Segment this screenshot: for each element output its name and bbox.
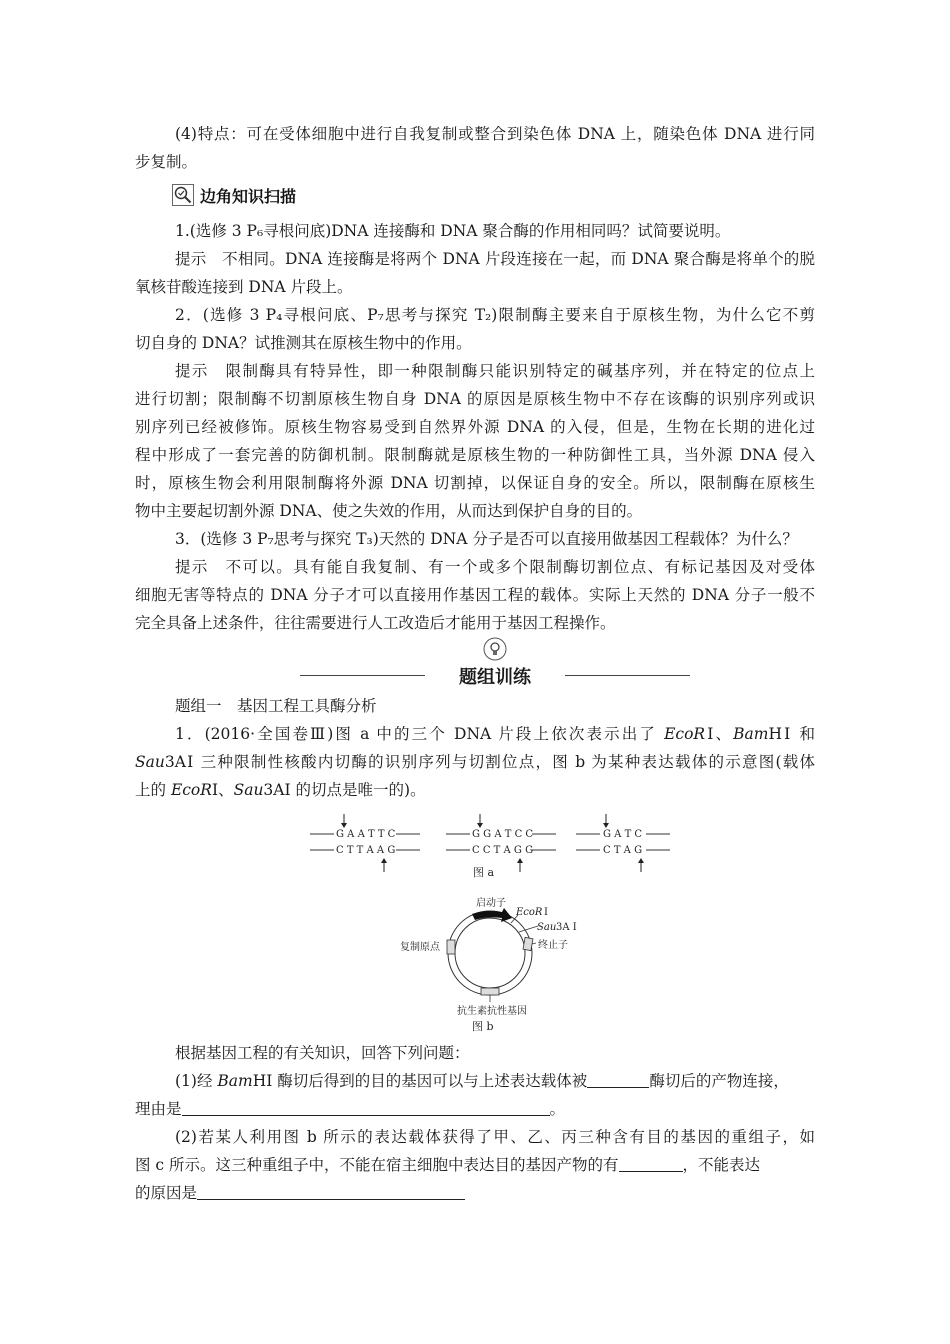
q3-question: 3．(选修 3 P₇思考与探究 T₃)天然的 DNA 分子是否可以直接用做基因工程载体？为什么？ <box>175 530 798 548</box>
sau-roman: 3AⅠ <box>164 753 195 771</box>
sau-name: Sau <box>233 781 264 799</box>
figure-b-caption: 图 b <box>472 1020 494 1033</box>
figure-ab <box>300 808 680 1038</box>
promoter-label: 启动子 <box>476 898 506 909</box>
answer-blank-1[interactable] <box>587 1072 649 1088</box>
sub1-text: 。 <box>549 1100 566 1118</box>
sub2-text: 图 c 所示。这三种重组子中，不能在宿主细胞中表达目的基因产物的有 <box>135 1156 619 1174</box>
seq1-top: G A A T T C <box>336 829 396 840</box>
q2-question-line-2: 切自身的 DNA？试推测其在原核生物中的作用。 <box>135 334 472 352</box>
bam-roman: HⅠ <box>768 725 793 743</box>
figure-a-fragment-3 <box>576 814 670 872</box>
training-header <box>300 635 690 691</box>
q2-question-line-1: 2．(选修 3 P₄寻根问底、P₇思考与探究 T₂)限制酶主要来自于原核生物，为什么它不剪 <box>175 306 815 324</box>
seq3-bottom: C T A G <box>603 845 643 856</box>
seq2-bottom: C C T A G G <box>472 845 534 856</box>
ecori-roman: Ⅰ <box>705 725 716 743</box>
sub2-line-3 <box>135 1183 815 1203</box>
group1-title: 题组一 基因工程工具酶分析 <box>175 697 377 715</box>
figure-a-fragment-2 <box>446 814 556 872</box>
origin-box <box>447 940 455 954</box>
training-rule-right <box>565 675 690 676</box>
sub2-line-1: (2)若某人利用图 b 所示的表达载体获得了甲、乙、丙三种含有目的基因的重组子，如 <box>175 1128 815 1146</box>
corner-section-title: 边角知识扫描 <box>200 186 297 206</box>
sub1-text: (1)经 <box>175 1072 218 1090</box>
answer-blank-3[interactable] <box>619 1156 683 1172</box>
and-text: 和 <box>792 725 815 743</box>
answer-blank-4[interactable] <box>197 1184 465 1200</box>
sub2-line-2 <box>135 1155 815 1175</box>
figure-a-caption: 图 a <box>473 866 495 879</box>
sub1-text: HⅠ 酶切后得到的目的基因可以与上述表达载体被 <box>252 1072 588 1090</box>
sub1-line-2 <box>135 1099 815 1119</box>
ecori-label: EcoR <box>516 907 543 918</box>
q1-answer-line-2: 氧核苷酸连接到 DNA 片段上。 <box>135 278 353 296</box>
ecori-label-roman: Ⅰ <box>544 907 548 918</box>
lead-text: 根据基因工程的有关知识，回答下列问题： <box>175 1044 470 1062</box>
q2-answer-line-4: 程中形成了一套完善的防御机制。限制酶就是原核生物的一种防御性工具，当外源 DNA 侵入 <box>135 446 815 464</box>
bam-name: Bam <box>733 725 769 743</box>
bam-name: Bam <box>217 1072 253 1090</box>
seq1-bottom: C T T A A G <box>336 845 396 856</box>
problem1-line-2 <box>135 752 815 772</box>
resistance-box <box>481 988 499 995</box>
sau-label: Sau <box>537 922 557 933</box>
sau-label-roman: 3A Ⅰ <box>556 922 577 933</box>
corner-section-header <box>172 183 296 207</box>
resistance-label: 抗生素抗性基因 <box>457 1006 527 1017</box>
q3-answer-line-1: 提示 不可以。具有能自我复制、有一个或多个限制酶切割位点、有标记基因及对受体 <box>175 558 815 576</box>
training-title: 题组训练 <box>459 667 531 688</box>
q2-answer-line-2: 进行切割；限制酶不切割原核生物自身 DNA 的原因是原核生物中不存在该酶的识别序列或识 <box>135 390 815 408</box>
problem1-text: 的切点是唯一的)。 <box>290 781 426 799</box>
separator: 、 <box>218 781 234 799</box>
ecori-name: EcoR <box>664 725 706 743</box>
figure-b-plasmid <box>447 908 538 1002</box>
origin-label: 复制原点 <box>400 942 440 953</box>
problem1-text: 1．(2016·全国卷Ⅲ)图 a 中的三个 DNA 片段上依次表示出了 <box>175 725 665 743</box>
q2-answer-line-1: 提示 限制酶具有特异性，即一种限制酶只能识别特定的碱基序列，并在特定的位点上 <box>175 362 815 380</box>
q1-answer-line-1: 提示 不相同。DNA 连接酶是将两个 DNA 片段连接在一起，而 DNA 聚合酶是将单个的脱 <box>175 250 815 268</box>
q1-question: 1.(选修 3 P₆寻根问底)DNA 连接酶和 DNA 聚合酶的作用相同吗？试简要说明。 <box>175 222 731 240</box>
q3-answer-line-3: 完全具备上述条件，往往需要进行人工改造后才能用于基因工程操作。 <box>135 614 616 632</box>
problem1-line-3 <box>135 780 815 800</box>
separator: 、 <box>715 725 734 743</box>
sau-name: Sau <box>135 753 165 771</box>
magnifier-icon <box>172 184 194 206</box>
sub1-line-1 <box>175 1071 815 1091</box>
ecori-name: EcoR <box>170 781 212 799</box>
q2-answer-line-3: 别序列已经被修饰。原核生物容易受到自然界外源 DNA 的入侵，但是，生物在长期的进化过 <box>135 418 815 436</box>
sub2-text: 的原因是 <box>135 1184 198 1202</box>
answer-blank-2[interactable] <box>182 1100 550 1116</box>
lightbulb-icon <box>483 637 507 661</box>
intro-line-1: (4)特点：可在受体细胞中进行自我复制或整合到染色体 DNA 上，随染色体 DNA 进行同 <box>175 125 815 143</box>
sau-roman: 3AⅠ <box>263 781 291 799</box>
seq2-top: G G A T C C <box>472 829 534 840</box>
q2-answer-line-5: 时，原核生物会利用限制酶将外源 DNA 切割掉，以保证自身的安全。所以，限制酶在原核生 <box>135 474 815 492</box>
sub1-text: 理由是 <box>135 1100 182 1118</box>
intro-line-2: 步复制。 <box>135 153 198 171</box>
terminator-box <box>523 937 533 950</box>
q2-answer-line-6: 物中主要起切割外源 DNA、使之失效的作用，从而达到保护自身的目的。 <box>135 502 643 520</box>
ecori-roman: Ⅰ <box>211 781 219 799</box>
problem1-line-1 <box>175 724 815 744</box>
seq3-top: G A T C <box>603 829 643 840</box>
sub2-text: ，不能表达 <box>682 1156 761 1174</box>
sub1-text: 酶切后的产物连接， <box>649 1072 789 1090</box>
problem1-text: 上的 <box>135 781 171 799</box>
problem1-text: 三种限制性核酸内切酶的识别序列与切割位点，图 b 为某种表达载体的示意图(载体 <box>194 753 815 771</box>
q3-answer-line-2: 细胞无害等特点的 DNA 分子才可以直接用作基因工程的载体。实际上天然的 DNA 分子一般不 <box>135 586 815 604</box>
terminator-label: 终止子 <box>538 940 568 951</box>
figure-a-fragment-1 <box>310 814 420 872</box>
